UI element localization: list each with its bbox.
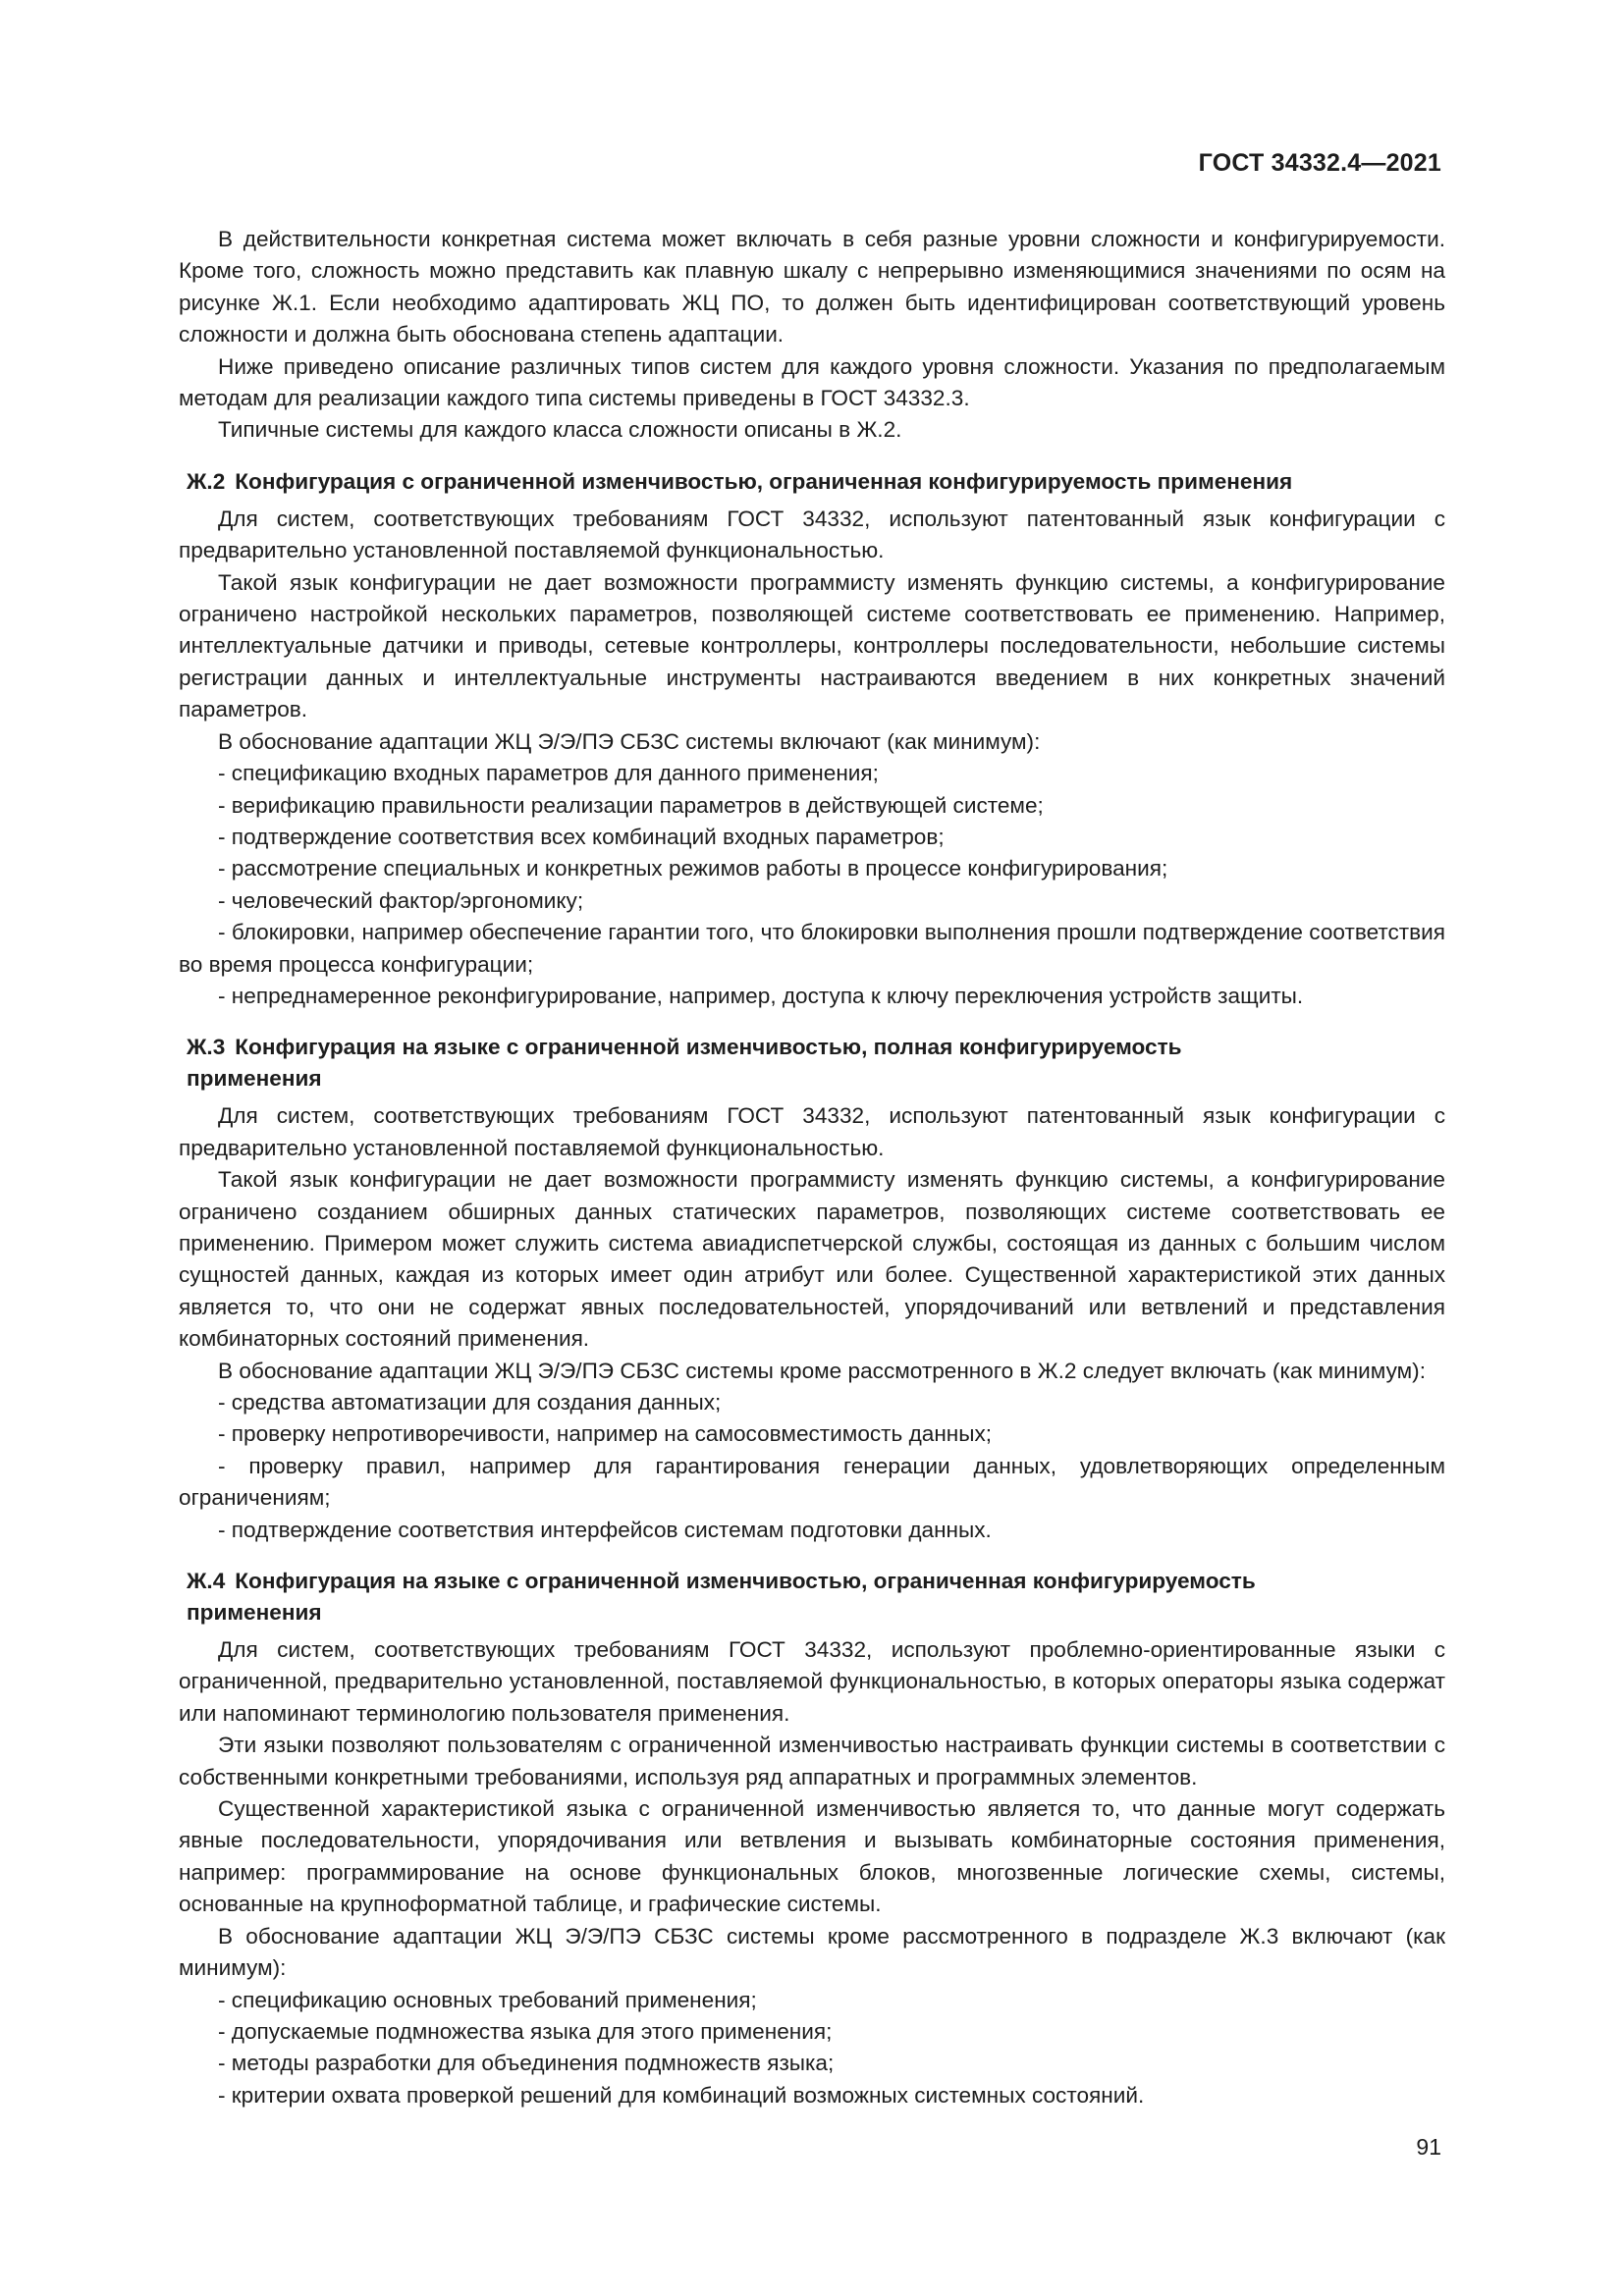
list-item: - проверку правил, например для гарантирования генерации данных, удовлетворяющих определенным ограничениям; [179,1453,1445,1511]
section-number: Ж.3 [187,1035,226,1060]
paragraph: Существенной характеристикой языка с ограниченной изменчивостью является то, что данные могут содержать явные последовательности, упорядочивания или ветвления и вызывать комбинаторные состояния применения, например: программирование на основе функциональных блоков, многозвенные логические схемы, системы, основанные на крупноформатной таблице, и графические системы. [179,1796,1445,1917]
list-item: - допускаемые подмножества языка для этого применения; [218,2018,833,2044]
section-heading-zh4 [179,1566,1445,1629]
paragraph: В обоснование адаптации ЖЦ Э/Э/ПЭ СБЗС системы кроме рассмотренного в Ж.2 следует включать (как минимум): [218,1358,1426,1383]
document-header: ГОСТ 34332.4—2021 [1198,149,1441,177]
paragraph: Типичные системы для каждого класса сложности описаны в Ж.2. [218,417,902,443]
list-item: - непреднамеренное реконфигурирование, например, доступа к ключу переключения устройств защиты. [218,983,1304,1008]
section-heading-zh3 [179,1032,1445,1095]
paragraph: В действительности конкретная система может включать в себя разные уровни сложности и конфигурируемости. Кроме того, сложность можно представить как плавную шкалу с непрерывно изменяющимися значениями по осям на рисунке Ж.1. Если необходимо адаптировать ЖЦ ПО, то должен быть идентифицирован соответствующий уровень сложности и должна быть обоснована степень адаптации. [179,227,1445,347]
list-item: - верификацию правильности реализации параметров в действующей системе; [218,792,1044,818]
section-title-continuation: применения [187,1600,322,1626]
list-item: - средства автоматизации для создания данных; [218,1390,722,1415]
paragraph: В обоснование адаптации ЖЦ Э/Э/ПЭ СБЗС системы включают (как минимум): [218,728,1041,754]
list-item: - методы разработки для объединения подмножеств языка; [218,2051,835,2076]
section-title-continuation: применения [187,1066,322,1092]
list-item: - подтверждение соответствия интерфейсов системам подготовки данных. [218,1517,992,1542]
list-item: - спецификацию основных требований применения; [218,1987,757,2012]
page-number: 91 [1416,2134,1441,2160]
section-number: Ж.4 [187,1569,226,1594]
list-item: - проверку непротиворечивости, например на самосовместимость данных; [218,1421,993,1447]
paragraph: Эти языки позволяют пользователям с ограниченной изменчивостью настраивать функции системы в соответствии с собственными конкретными требованиями, используя ряд аппаратных и программных элементов. [179,1733,1445,1789]
list-item: - спецификацию входных параметров для данного применения; [218,761,879,786]
list-item: - блокировки, например обеспечение гарантии того, что блокировки выполнения прошли подтверждение соответствия во время процесса конфигурации; [179,920,1445,977]
section-title: Конфигурация на языке с ограниченной изменчивостью, полная конфигурируемость [235,1035,1182,1060]
paragraph: Такой язык конфигурации не дает возможности программисту изменять функцию системы, а конфигурирование ограничено созданием обширных данных статических параметров, позволяющих системе соответствовать ее применению. Примером может служить система авиадиспетчерской службы, состоящая из данных с большим числом сущностей данных, каждая из которых имеет один атрибут или более. Существенной характеристикой этих данных является то, что они не содержат явных последовательностей, упорядочиваний или ветвлений и представления комбинаторных состояний применения. [179,1167,1445,1352]
section-title: Конфигурация с ограниченной изменчивостью, ограниченная конфигурируемость применения [235,468,1293,494]
paragraph: Такой язык конфигурации не дает возможности программисту изменять функцию системы, а конфигурирование ограничено настройкой нескольких параметров, позволяющей системе соответствовать ее применению. Например, интеллектуальные датчики и приводы, сетевые контроллеры, контроллеры последовательности, небольшие системы регистрации данных и интеллектуальные инструменты настраиваются введением в них конкретных значений параметров. [179,569,1445,722]
paragraph: Для систем, соответствующих требованиям ГОСТ 34332, используют проблемно-ориентированные языки с ограниченной, предварительно установленной, поставляемой функциональностью, в которых операторы языка содержат или напоминают терминологию пользователя применения. [179,1637,1445,1726]
list-item: - рассмотрение специальных и конкретных режимов работы в процессе конфигурирования; [218,856,1168,881]
document-body [179,224,1445,2111]
paragraph: В обоснование адаптации ЖЦ Э/Э/ПЭ СБЗС системы кроме рассмотренного в подразделе Ж.3 включают (как минимум): [179,1923,1445,1981]
list-item: - человеческий фактор/эргономику; [218,887,584,913]
paragraph: Для систем, соответствующих требованиям ГОСТ 34332, используют патентованный язык конфигурации с предварительно установленной поставляемой функциональностью. [179,1103,1445,1160]
list-item: - критерии охвата проверкой решений для комбинаций возможных системных состояний. [218,2082,1145,2108]
section-heading-zh2 [179,466,1445,498]
list-item: - подтверждение соответствия всех комбинаций входных параметров; [218,824,945,849]
paragraph: Ниже приведено описание различных типов систем для каждого уровня сложности. Указания по предполагаемым методам для реализации каждого типа системы приведены в ГОСТ 34332.3. [179,353,1445,411]
section-title: Конфигурация на языке с ограниченной изменчивостью, ограниченная конфигурируемость [235,1569,1256,1594]
paragraph: Для систем, соответствующих требованиям ГОСТ 34332, используют патентованный язык конфигурации с предварительно установленной поставляемой функциональностью. [179,506,1445,563]
section-number: Ж.2 [187,468,226,494]
